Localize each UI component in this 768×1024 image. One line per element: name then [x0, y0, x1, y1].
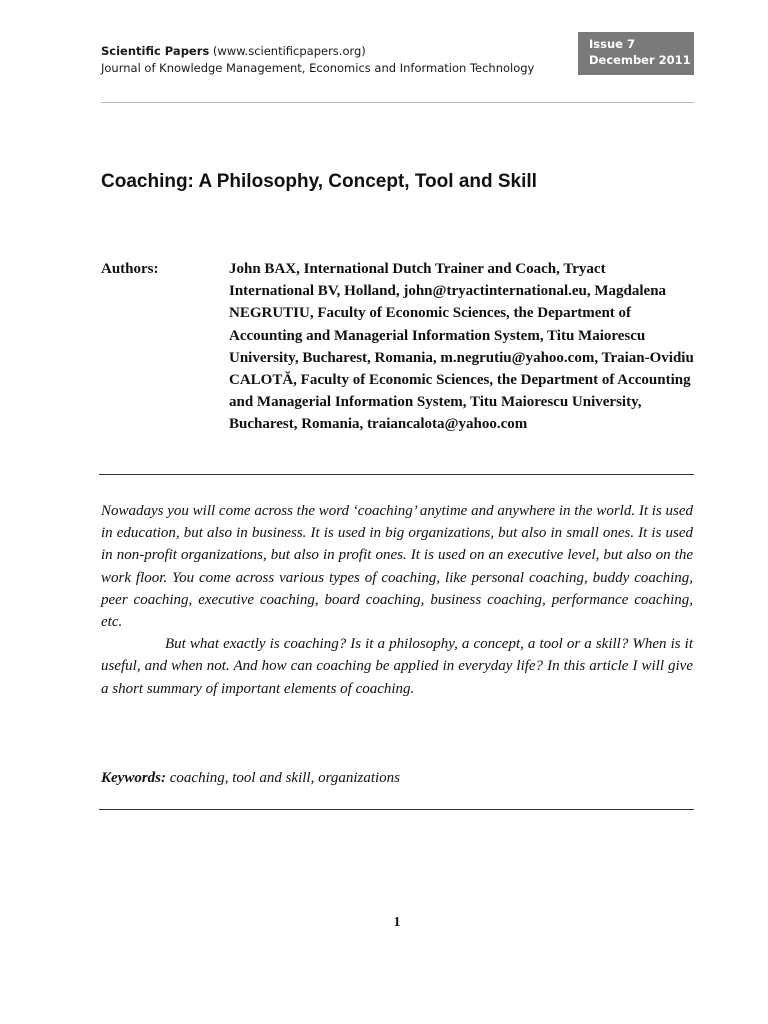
- journal-subtitle: Journal of Knowledge Management, Economics and Information Technology: [101, 61, 535, 75]
- journal-title-line: [101, 43, 571, 60]
- keywords-label: Keywords:: [101, 770, 166, 786]
- header-divider: [101, 102, 694, 103]
- keywords-text: coaching, tool and skill, organizations: [169, 770, 401, 786]
- authors-label: Authors:: [101, 261, 159, 277]
- abstract-paragraph-2: But what exactly is coaching? Is it a philosophy, a concept, a tool or a skill? When is it useful, and when not. And how can coaching be applied in everyday life? In this article I will give a short summary of important elements of coaching.: [101, 636, 693, 697]
- page-number: 1: [393, 915, 401, 930]
- journal-url: (www.scientificpapers.org): [212, 44, 366, 58]
- issue-date: December 2011: [589, 53, 691, 67]
- authors-divider: [99, 474, 694, 475]
- authors-list: John BAX, International Dutch Trainer and Coach, Tryact International BV, Holland, john@tryactinternational.eu, Magdalena NEGRUTIU, Faculty of Economic Sciences, the Department of Accounting and Managerial Information System, Titu Maiorescu University, Bucharest, Romania, m.negrutiu@yahoo.com, Traian-Ovidiu CALOTĂ, Faculty of Economic Sciences, the Department of Accounting and Managerial Information System, Titu Maiorescu University, Bucharest, Romania, traiancalota@yahoo.com: [229, 261, 694, 433]
- abstract: [101, 500, 693, 700]
- article-title: Coaching: A Philosophy, Concept, Tool and Skill: [101, 171, 537, 192]
- issue-badge: [578, 32, 694, 75]
- issue-number: Issue 7: [589, 37, 635, 51]
- abstract-paragraph-1: Nowadays you will come across the word ‘coaching’ anytime and anywhere in the world. It is used in education, but also in business. It is used in big organizations, but also in small ones. It is used in non-profit organizations, but also in profit ones. It is used on an executive level, but also on the work floor. You come across various types of coaching, like personal coaching, buddy coaching, peer coaching, executive coaching, board coaching, business coaching, performance coaching, etc.: [101, 503, 694, 631]
- keywords: [101, 767, 693, 789]
- keywords-divider: [99, 809, 694, 810]
- journal-name: Scientific Papers: [101, 44, 210, 58]
- journal-header: [101, 43, 571, 77]
